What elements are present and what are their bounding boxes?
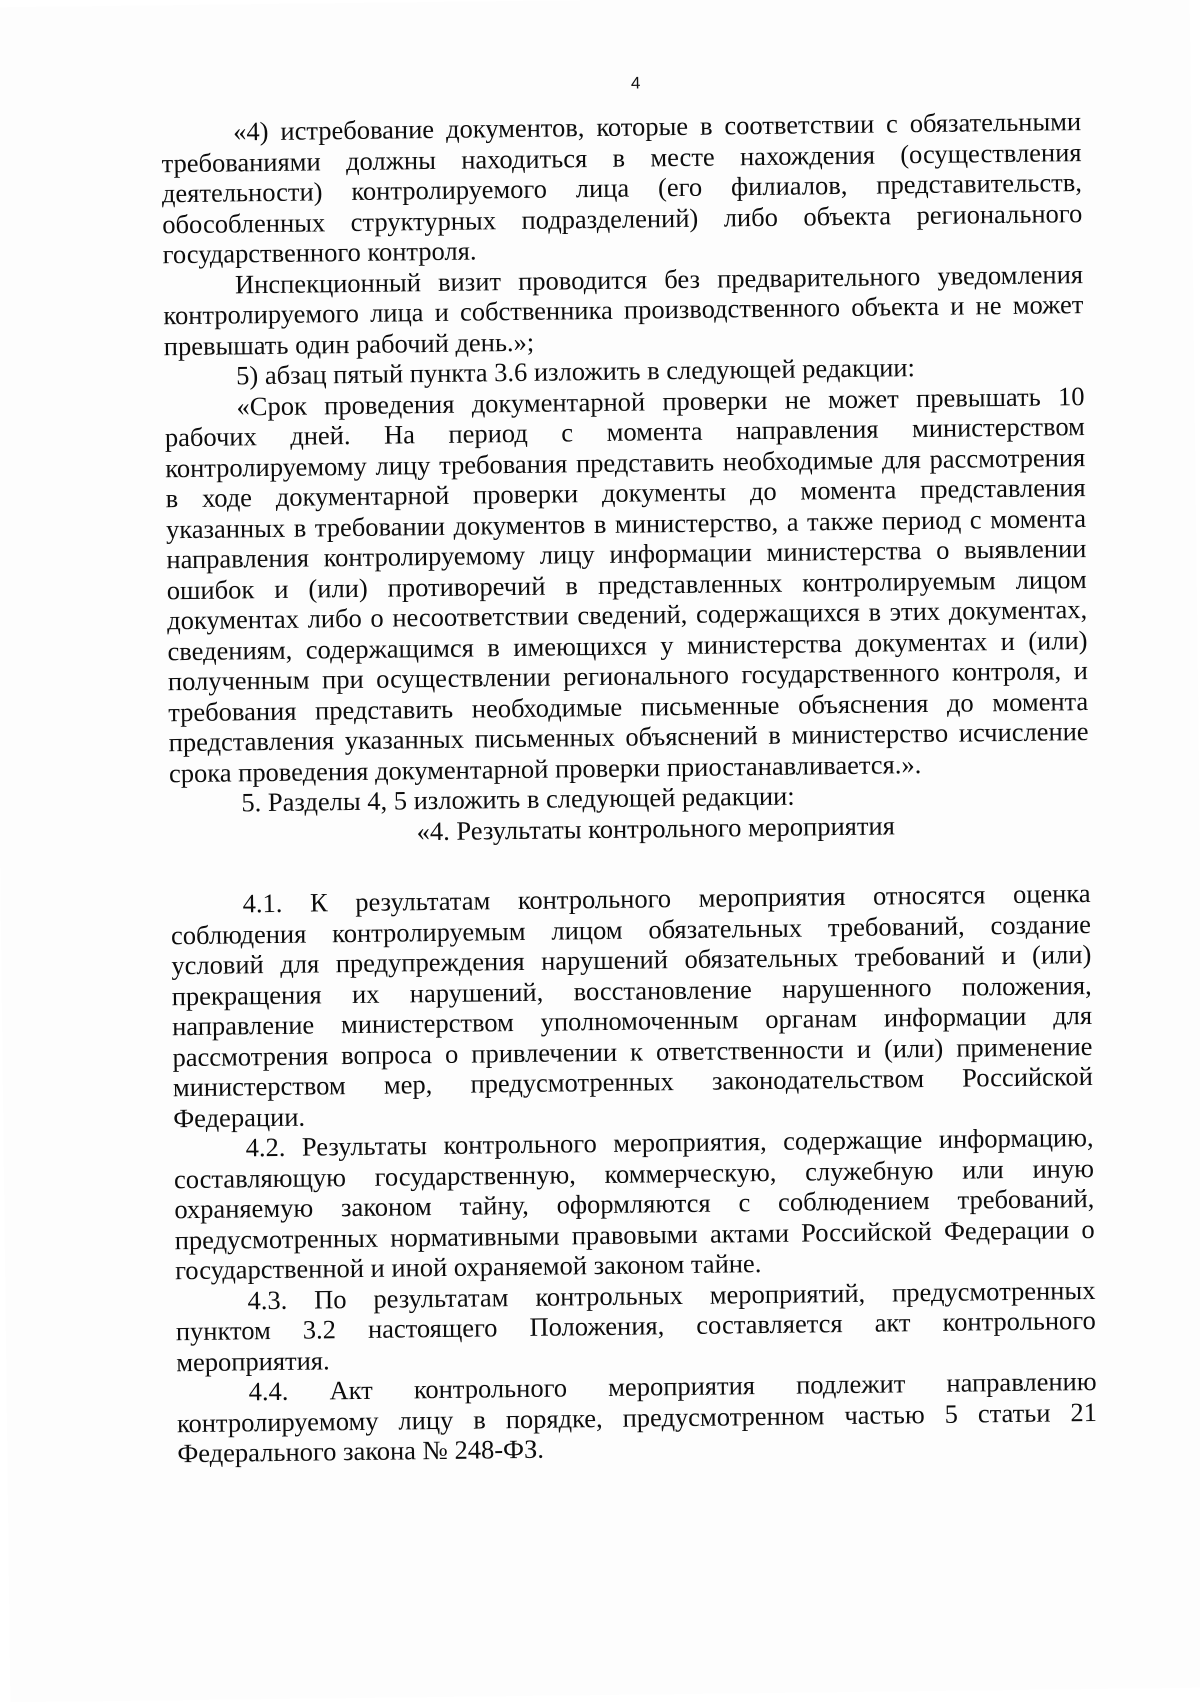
- document-body: [161, 106, 1097, 1469]
- paragraph-item-4-document-request: «4) истребование документов, которые в соответствии с обязательными требованиями должны находиться в месте нахождения (осуществления деятельности) контролируемого лица (его филиалов, представительств, обособленных структурных подразделений) либо объекта регионального государственного контроля.: [161, 106, 1083, 270]
- paragraph-amendment-5: 5) абзац пятый пункта 3.6 изложить в следующей редакции:: [235, 352, 916, 391]
- page-number: 4: [630, 73, 641, 93]
- paragraph-sections-amendment: 5. Разделы 4, 5 изложить в следующей редакции:: [241, 780, 795, 818]
- paragraph-4-2: 4.2. Результаты контрольного мероприятия, содержащие информацию, составляющую государственную, коммерческую, служебную или иную охраняемую законом тайну, оформляются с соблюдением требований, предусмотренных нормативными правовыми актами Российской Федерации о государственной и иной охраняемой законом тайне.: [173, 1121, 1095, 1286]
- paragraph-4-3: 4.3. По результатам контрольных мероприятий, предусмотренных пунктом 3.2 настоящего Положения, составляется акт контрольного мероприятия.: [175, 1274, 1096, 1377]
- paragraph-documentary-check-term: «Срок проведения документарной проверки не может превышать 10 рабочих дней. На период с момента направления министерством контролируемому лицу требования представить необходимые для рассмотрения в ходе документарной проверки документы до момента представления указанных в требовании документов в министерство, а также период с момента направления контролируемому лицу информации министерства о выявлении ошибок и (или) противоречий в представленных контролируемым лицом документах либо о несоответствии сведений, содержащихся в этих документах, сведениям, содержащимся в имеющихся у министерства документах и (или) полученным при осуществлении регионального государственного контроля, и требования представить необходимые письменные объяснения до момента представления указанных письменных объяснений в министерство исчисление срока проведения документарной проверки приостанавливается.».: [164, 380, 1089, 788]
- paragraph-inspection-visit: Инспекционный визит проводится без предварительного уведомления контролируемого лица и собственника производственного объекта и не может превышать один рабочий день.»;: [163, 258, 1084, 361]
- paragraph-4-1: 4.1. К результатам контрольного мероприятия относятся оценка соблюдения контролируемым лицом обязательных требований, создание условий для предупреждения нарушений обязательных требований и (или) прекращения их нарушений, восстановление нарушенного положения, направление министерством уполномоченным органам информации для рассмотрения вопроса о привлечении к ответственности и (или) применение министерством мер, предусмотренных законодательством Российской Федерации.: [170, 878, 1093, 1133]
- paragraph-4-4: 4.4. Акт контрольного мероприятия подлежит направлению контролируемому лицу в порядке, предусмотренном частью 5 статьи 21 Федерального закона № 248-ФЗ.: [176, 1365, 1098, 1469]
- section-heading-results: «4. Результаты контрольного мероприятия: [416, 809, 895, 846]
